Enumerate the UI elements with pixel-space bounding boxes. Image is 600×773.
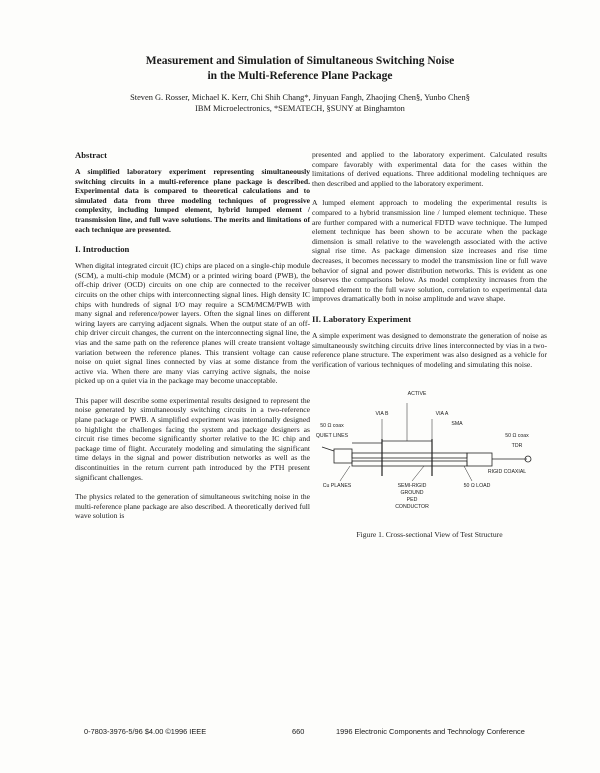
figure-label: 50 Ω coax bbox=[320, 423, 344, 430]
figure-label: Cu PLANES bbox=[322, 483, 352, 490]
rigid-coax-connector bbox=[467, 453, 492, 466]
right-column bbox=[312, 150, 547, 539]
figure-label: SEMI-RIGID bbox=[397, 483, 427, 490]
paper-title-line-1: Measurement and Simulation of Simultaneous Switching Noise bbox=[145, 55, 455, 67]
figure-label: VIA A bbox=[435, 411, 449, 418]
footer-conference: 1996 Electronic Components and Technology Conference bbox=[336, 727, 525, 736]
load-leader bbox=[464, 466, 472, 481]
figure-label: QUIET LINES bbox=[315, 433, 349, 440]
test-structure-figure bbox=[312, 381, 547, 526]
left-column bbox=[75, 150, 310, 531]
left-connector bbox=[334, 449, 352, 463]
laboratory-heading: II. Laboratory Experiment bbox=[312, 313, 412, 324]
introduction-paragraph: When digital integrated circuit (IC) chips are placed on a single-chip module (SCM), a multi-chip module (MCM) or a printed wiring board (PWB), the off-chip driver (OCD) circuits on one chip are connected to the receiver circuits on the other chips with interconnecting signal lines. High density IC chips with hundreds of signal I/O may require a SCM/MCM/PWB with many signal and reference/power layers. Often the signal lines on different wiring layers are carrying adjacent signals. When the output state of an off-chip driver circuit changes, the current on the interconnecting signal line, the vias and the same path on the reference planes will create transient voltage variation between the reference planes. This transient voltage can cause noise on quiet signal lines connected by vias at some distance from the active via. When there are many vias carrying active signals, the noise picked up on a quiet via in the package may become unacceptable. bbox=[75, 261, 310, 386]
lower-plane bbox=[352, 461, 467, 466]
figure-label: RIGID COAXIAL bbox=[487, 469, 527, 476]
affiliations: IBM Microelectronics, *SEMATECH, §SUNY at Binghamton bbox=[195, 104, 405, 113]
paper-title-line-2: in the Multi-Reference Plane Package bbox=[207, 70, 393, 82]
left-coax bbox=[322, 447, 334, 451]
figure-label: 50 Ω LOAD bbox=[463, 483, 491, 490]
introduction-paragraph: The physics related to the generation of simultaneous switching noise in the multi-reference plane package are also described. A theoretically derived full wave solution is bbox=[75, 492, 310, 521]
footer-copyright: 0-7803-3976-5/96 $4.00 ©1996 IEEE bbox=[84, 727, 207, 736]
figure-label: CONDUCTOR bbox=[395, 504, 429, 511]
figure-label: PED bbox=[406, 497, 418, 504]
footer-page-number: 660 bbox=[292, 727, 305, 736]
introduction-paragraph: This paper will describe some experimental results designed to represent the noise generated by simultaneously switching circuits in a two-reference plane package or PWB. A simplified experiment was intentionally designed to highlight the challenges facing the system and package designers as circuit rise times become significantly shorter relative to the IC chip and package time of flight. Accurately modeling and simulating the significant time delays in the signal and power distribution networks as well as the discontinuities in the return current path introduced by the PTH present significant challenges. bbox=[75, 395, 310, 482]
laboratory-paragraph: A simple experiment was designed to demonstrate the generation of noise as simultaneously switching circuits drive lines interconnected by vias in a two-reference plane structure. The experiment was also designed as a vehicle for verification of various techniques of modeling and simulating this noise. bbox=[312, 330, 547, 369]
abstract-heading: Abstract bbox=[75, 150, 107, 160]
figure-label: ACTIVE bbox=[407, 391, 427, 398]
abstract-text: A simplified laboratory experiment representing simultaneously switching circuits in a multi-reference plane package is described. Experimental data is compared to theoretical calculations and to simulated data from three modeling techniques of progressive complexity, including lumped element, hybrid lumped element / transmission line, and full wave solutions. The merits and limitations of each technique are presented. bbox=[75, 167, 310, 234]
planes-leader bbox=[340, 466, 350, 481]
figure-label: VIA B bbox=[375, 411, 389, 418]
body-paragraph: presented and applied to the laboratory experiment. Calculated results compare favorably with experimental data for the cases within the limitations of derived equations. Three additional modeling techniques are then described and applied to the laboratory experiment. bbox=[312, 150, 547, 188]
body-paragraph: A lumped element approach to modeling the experimental results is compared to a hybrid transmission line / lumped element technique. These are further compared with a numerical FDTD wave technique. The lumped element technique has been shown to be accurate when the package dimension is small relative to the wavelength associated with the active signal rise time. As package dimension size increases and rise time decreases, it becomes necessary to model the transmission line or full wave behavior of signal and power distribution networks. This is evident as one observes the comparisons below. As model complexity increases from the lumped element to the full wave solution, correlation to experimental data improves dramatically both in noise amplitude and wave shape. bbox=[312, 198, 547, 304]
figure-label: SMA bbox=[451, 421, 463, 428]
upper-plane bbox=[352, 453, 467, 458]
figure-caption: Figure 1. Cross-sectional View of Test Structure bbox=[356, 530, 503, 540]
figure-label: GROUND bbox=[400, 490, 424, 497]
figure-label: TDR bbox=[511, 443, 523, 450]
author-list: Steven G. Rosser, Michael K. Kerr, Chi Shih Chang*, Jinyuan Fangh, Zhaojing Chen§, Yunbo Chen§ bbox=[130, 93, 470, 102]
semirigid-leader bbox=[412, 466, 424, 481]
figure-label: 50 Ω coax bbox=[505, 433, 529, 440]
introduction-heading: I. Introduction bbox=[75, 244, 130, 255]
